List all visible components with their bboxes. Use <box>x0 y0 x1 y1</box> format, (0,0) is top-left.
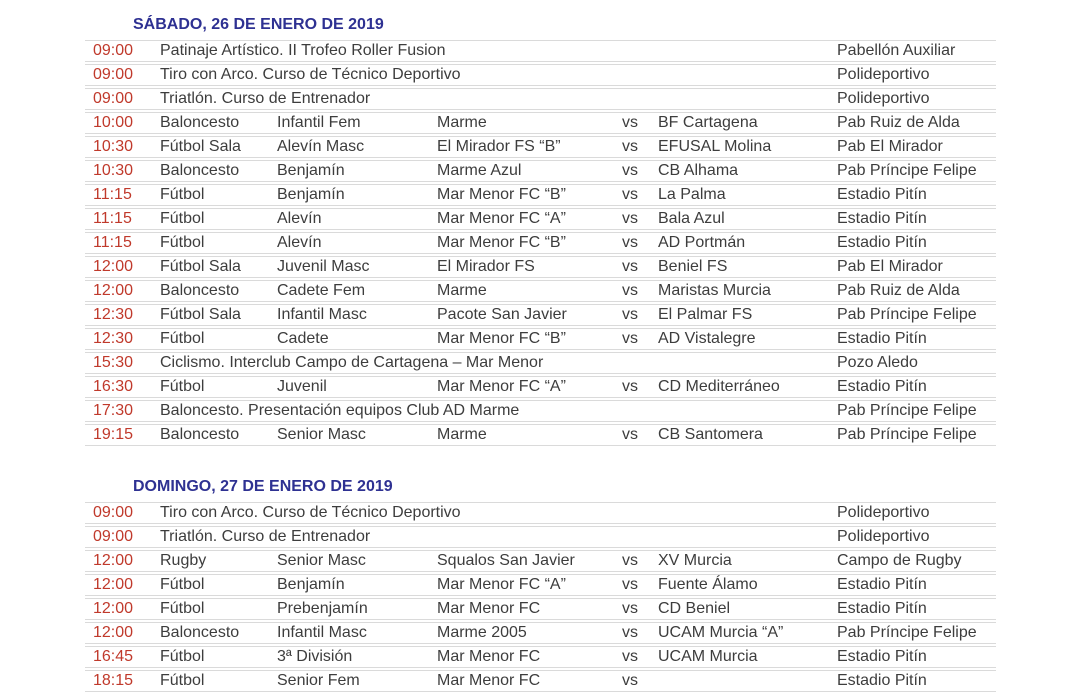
event-sport: Fútbol <box>160 672 205 689</box>
home-team: Marme <box>437 114 487 131</box>
event-category: Alevín <box>277 234 322 251</box>
event-category: Infantil Fem <box>277 114 361 131</box>
away-team <box>658 671 837 691</box>
away-team: Fuente Álamo <box>658 576 758 593</box>
schedule-row-match <box>85 670 996 692</box>
schedule-row-match <box>85 574 996 596</box>
vs-label: vs <box>622 234 638 251</box>
schedule-row-match <box>85 646 996 668</box>
event-description: Tiro con Arco. Curso de Técnico Deportivo <box>160 66 461 83</box>
event-sport: Rugby <box>160 552 207 569</box>
event-category: Infantil Masc <box>277 624 367 641</box>
event-category: Benjamín <box>277 162 345 179</box>
event-sport: Fútbol Sala <box>160 138 241 155</box>
home-team: El Mirador FS <box>437 258 535 275</box>
day-block <box>85 476 996 692</box>
event-description: Tiro con Arco. Curso de Técnico Deportivo <box>160 504 461 521</box>
day-rows <box>85 502 996 692</box>
home-team: Mar Menor FC “B” <box>437 330 566 347</box>
event-venue: Estadio Pitín <box>837 648 927 665</box>
away-team: La Palma <box>658 186 726 203</box>
schedule-row-match <box>85 376 996 398</box>
event-time: 11:15 <box>93 234 132 251</box>
event-venue: Pab Ruiz de Alda <box>837 114 960 131</box>
schedule-row-match <box>85 280 996 302</box>
event-venue: Estadio Pitín <box>837 576 927 593</box>
event-description: Patinaje Artístico. II Trofeo Roller Fusion <box>160 42 446 59</box>
event-time: 17:30 <box>93 402 134 419</box>
schedule-row-match <box>85 328 996 350</box>
home-team: Mar Menor FC “A” <box>437 378 566 395</box>
event-category: Juvenil Masc <box>277 258 370 275</box>
schedule-row-match <box>85 256 996 278</box>
event-time: 19:15 <box>93 426 134 443</box>
schedule-row-match <box>85 160 996 182</box>
event-category: Cadete Fem <box>277 282 366 299</box>
event-time: 09:00 <box>93 90 134 107</box>
home-team: Mar Menor FC <box>437 672 541 689</box>
away-team: CD Mediterráneo <box>658 378 780 395</box>
event-time: 09:00 <box>93 66 134 83</box>
event-venue: Pab El Mirador <box>837 138 943 155</box>
away-team: AD Portmán <box>658 234 746 251</box>
event-time: 10:00 <box>93 114 134 131</box>
event-venue: Polideportivo <box>837 66 930 83</box>
home-team: Mar Menor FC “A” <box>437 576 566 593</box>
event-sport: Baloncesto <box>160 114 240 131</box>
vs-label: vs <box>622 552 638 569</box>
event-category: Benjamín <box>277 186 345 203</box>
event-sport: Fútbol <box>160 210 205 227</box>
vs-label: vs <box>622 282 638 299</box>
schedule-row-match <box>85 550 996 572</box>
event-description: Ciclismo. Interclub Campo de Cartagena – Mar Menor <box>160 354 544 371</box>
event-description: Baloncesto. Presentación equipos Club AD Marme <box>160 402 520 419</box>
event-time: 09:00 <box>93 42 134 59</box>
away-team: XV Murcia <box>658 552 732 569</box>
vs-label: vs <box>622 378 638 395</box>
event-category: Alevín <box>277 210 322 227</box>
schedule-row-match <box>85 232 996 254</box>
schedule-row-event <box>85 526 996 548</box>
vs-label: vs <box>622 624 638 641</box>
away-team: UCAM Murcia <box>658 648 758 665</box>
home-team: Marme Azul <box>437 162 522 179</box>
home-team: Squalos San Javier <box>437 552 575 569</box>
schedule-content <box>85 14 996 694</box>
event-venue: Polideportivo <box>837 90 930 107</box>
event-category: Infantil Masc <box>277 306 367 323</box>
away-team: Beniel FS <box>658 258 728 275</box>
event-category: Prebenjamín <box>277 600 368 617</box>
event-time: 09:00 <box>93 528 134 545</box>
event-venue: Pab Ruiz de Alda <box>837 282 960 299</box>
event-sport: Fútbol <box>160 234 205 251</box>
event-venue: Polideportivo <box>837 504 930 521</box>
home-team: Mar Menor FC “B” <box>437 234 566 251</box>
schedule-row-event <box>85 400 996 422</box>
event-category: Senior Masc <box>277 552 366 569</box>
event-sport: Baloncesto <box>160 624 240 641</box>
home-team: Marme 2005 <box>437 624 527 641</box>
event-time: 12:00 <box>93 552 134 569</box>
event-description: Triatlón. Curso de Entrenador <box>160 528 371 545</box>
event-venue: Estadio Pitín <box>837 234 927 251</box>
vs-label: vs <box>622 258 638 275</box>
home-team: Mar Menor FC <box>437 648 541 665</box>
event-venue: Pab Príncipe Felipe <box>837 624 977 641</box>
day-header: SÁBADO, 26 DE ENERO DE 2019 <box>133 16 384 33</box>
event-time: 12:00 <box>93 624 134 641</box>
event-sport: Fútbol <box>160 600 205 617</box>
event-time: 18:15 <box>93 672 134 689</box>
event-description: Triatlón. Curso de Entrenador <box>160 90 371 107</box>
vs-label: vs <box>622 600 638 617</box>
event-time: 12:00 <box>93 600 134 617</box>
day-header: DOMINGO, 27 DE ENERO DE 2019 <box>133 478 393 495</box>
event-sport: Fútbol <box>160 648 205 665</box>
schedule-row-match <box>85 304 996 326</box>
event-time: 16:30 <box>93 378 134 395</box>
vs-label: vs <box>622 162 638 179</box>
away-team: El Palmar FS <box>658 306 753 323</box>
vs-label: vs <box>622 426 638 443</box>
schedule-row-event <box>85 40 996 62</box>
event-time: 12:30 <box>93 330 134 347</box>
event-category: Alevín Masc <box>277 138 365 155</box>
event-time: 16:45 <box>93 648 134 665</box>
away-team: CD Beniel <box>658 600 731 617</box>
event-sport: Fútbol <box>160 576 205 593</box>
schedule-row-match <box>85 598 996 620</box>
day-rows <box>85 40 996 446</box>
event-sport: Baloncesto <box>160 426 240 443</box>
day-block <box>85 14 996 446</box>
home-team: Mar Menor FC <box>437 600 541 617</box>
event-time: 10:30 <box>93 162 134 179</box>
schedule-row-match <box>85 112 996 134</box>
event-time: 12:00 <box>93 282 134 299</box>
event-sport: Fútbol <box>160 186 205 203</box>
home-team: Pacote San Javier <box>437 306 567 323</box>
event-venue: Estadio Pitín <box>837 210 927 227</box>
event-category: Senior Masc <box>277 426 366 443</box>
away-team: AD Vistalegre <box>658 330 756 347</box>
home-team: Mar Menor FC “B” <box>437 186 566 203</box>
event-venue: Estadio Pitín <box>837 600 927 617</box>
away-team: Bala Azul <box>658 210 725 227</box>
schedule-row-event <box>85 502 996 524</box>
event-venue: Estadio Pitín <box>837 186 927 203</box>
away-team: CB Santomera <box>658 426 763 443</box>
schedule-row-match <box>85 424 996 446</box>
vs-label: vs <box>622 648 638 665</box>
event-category: 3ª División <box>277 648 353 665</box>
home-team: El Mirador FS “B” <box>437 138 561 155</box>
event-sport: Fútbol <box>160 330 205 347</box>
schedule-row-event <box>85 64 996 86</box>
event-venue: Estadio Pitín <box>837 672 927 689</box>
event-sport: Fútbol Sala <box>160 306 241 323</box>
schedule-row-match <box>85 622 996 644</box>
schedule-row-match <box>85 208 996 230</box>
away-team: Maristas Murcia <box>658 282 771 299</box>
event-category: Senior Fem <box>277 672 360 689</box>
event-sport: Fútbol Sala <box>160 258 241 275</box>
event-category: Cadete <box>277 330 329 347</box>
schedule-row-match <box>85 136 996 158</box>
away-team: UCAM Murcia “A” <box>658 624 784 641</box>
vs-label: vs <box>622 330 638 347</box>
event-time: 11:15 <box>93 186 132 203</box>
event-time: 10:30 <box>93 138 134 155</box>
event-sport: Fútbol <box>160 378 205 395</box>
vs-label: vs <box>622 114 638 131</box>
event-time: 15:30 <box>93 354 134 371</box>
event-sport: Baloncesto <box>160 282 240 299</box>
vs-label: vs <box>622 306 638 323</box>
vs-label: vs <box>622 186 638 203</box>
event-time: 09:00 <box>93 504 134 521</box>
event-venue: Pab Príncipe Felipe <box>837 402 977 419</box>
event-venue: Pab Príncipe Felipe <box>837 426 977 443</box>
event-time: 12:00 <box>93 258 134 275</box>
vs-label: vs <box>622 210 638 227</box>
event-venue: Estadio Pitín <box>837 330 927 347</box>
home-team: Mar Menor FC “A” <box>437 210 566 227</box>
event-venue: Estadio Pitín <box>837 378 927 395</box>
event-venue: Pab El Mirador <box>837 258 943 275</box>
vs-label: vs <box>622 138 638 155</box>
event-venue: Pab Príncipe Felipe <box>837 162 977 179</box>
event-time: 12:00 <box>93 576 134 593</box>
home-team: Marme <box>437 426 487 443</box>
schedule-row-match <box>85 184 996 206</box>
event-venue: Pab Príncipe Felipe <box>837 306 977 323</box>
vs-label: vs <box>622 576 638 593</box>
away-team: BF Cartagena <box>658 114 758 131</box>
event-venue: Pozo Aledo <box>837 354 918 371</box>
schedule-row-event <box>85 352 996 374</box>
event-time: 12:30 <box>93 306 134 323</box>
event-time: 11:15 <box>93 210 132 227</box>
event-category: Benjamín <box>277 576 345 593</box>
home-team: Marme <box>437 282 487 299</box>
event-venue: Polideportivo <box>837 528 930 545</box>
away-team: EFUSAL Molina <box>658 138 772 155</box>
event-venue: Campo de Rugby <box>837 552 962 569</box>
vs-label: vs <box>622 672 638 689</box>
event-category: Juvenil <box>277 378 327 395</box>
schedule-row-event <box>85 88 996 110</box>
away-team: CB Alhama <box>658 162 739 179</box>
event-sport: Baloncesto <box>160 162 240 179</box>
event-venue: Pabellón Auxiliar <box>837 42 956 59</box>
